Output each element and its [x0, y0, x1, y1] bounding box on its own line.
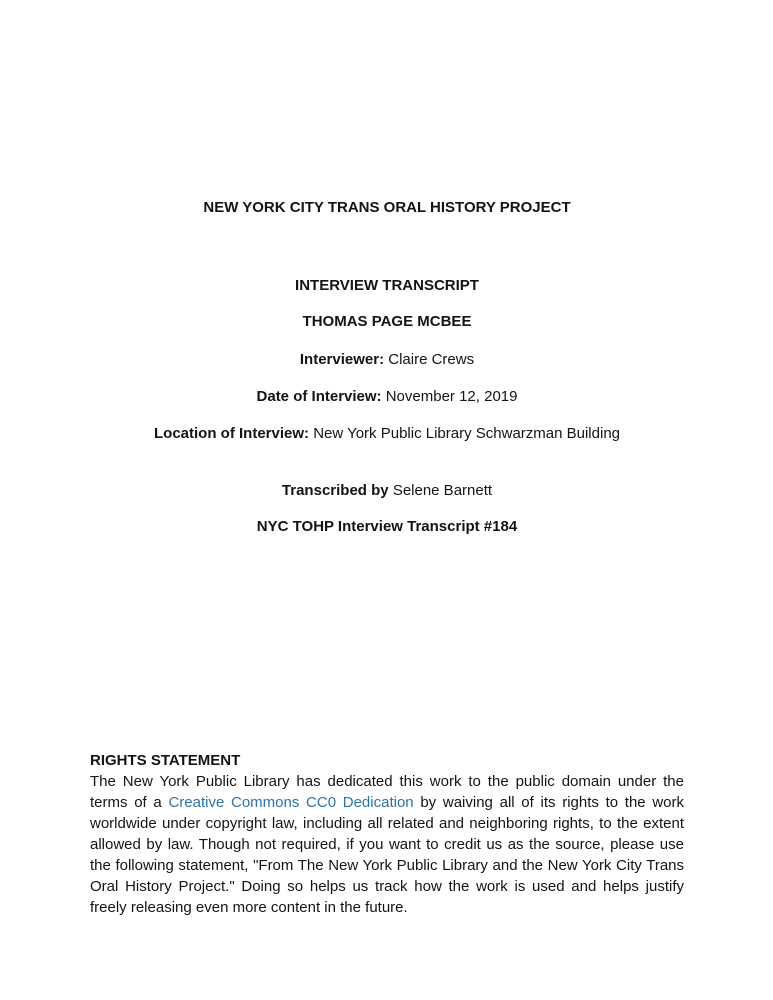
transcribed-value: Selene Barnett	[392, 482, 493, 499]
date-line	[90, 386, 684, 407]
interviewer-value: Claire Crews	[388, 351, 475, 368]
rights-text-before-link: The New York Public Library has dedicated this work to the public domain under the terms of a	[90, 773, 684, 811]
interviewer-line	[90, 349, 684, 370]
cc0-dedication-link[interactable]: Creative Commons CC0 Dedication	[168, 794, 414, 811]
transcribed-label: Transcribed by	[281, 482, 389, 499]
location-line	[90, 423, 684, 444]
rights-text-after-link: by waiving all of its rights to the work worldwide under copyright law, including all related and neighboring rights, to the extent allowed by law. Though not required, if you want to credit us as the source, please use the following statement, "From The New York Public Library and the New York City Trans Oral History Project." Doing so helps us track how the work is used and helps justify freely releasing even more content in the future.	[90, 794, 685, 916]
document-title: NEW YORK CITY TRANS ORAL HISTORY PROJECT	[203, 199, 571, 216]
rights-statement-body	[90, 771, 684, 918]
location-label: Location of Interview:	[154, 425, 310, 442]
location-value: New York Public Library Schwarzman Building	[313, 425, 620, 442]
document-subtitle-transcript: INTERVIEW TRANSCRIPT	[295, 277, 479, 294]
transcript-number: NYC TOHP Interview Transcript #184	[256, 518, 518, 535]
date-label: Date of Interview:	[256, 388, 382, 405]
date-value: November 12, 2019	[385, 388, 518, 405]
interviewer-label: Interviewer:	[299, 351, 385, 368]
transcribed-line	[90, 480, 684, 501]
document-subtitle-name: THOMAS PAGE MCBEE	[302, 313, 472, 330]
rights-statement-heading: RIGHTS STATEMENT	[90, 752, 241, 769]
